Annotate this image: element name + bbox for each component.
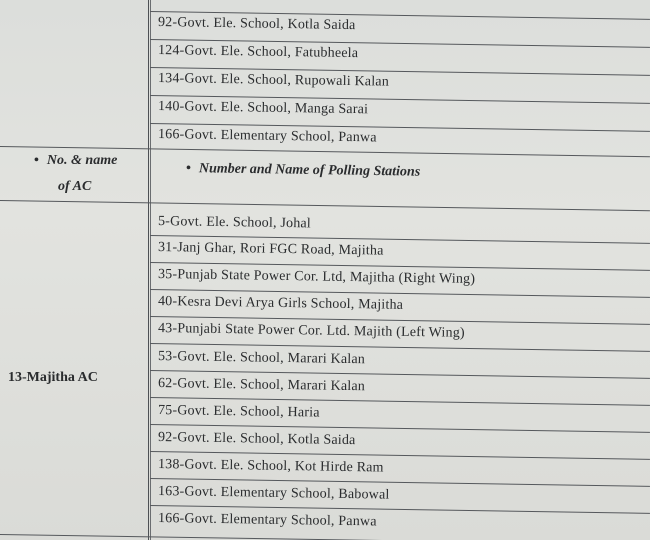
header-ac-line1: No. & name [46,153,118,168]
header-ac-label [34,153,117,169]
table-column-divider [148,0,149,540]
table-cell: 43-Punjabi State Power Cor. Ltd. Majith (Left Wing) [157,321,465,341]
table-cell: 134-Govt. Ele. School, Rupowali Kalan [157,71,390,90]
bullet: • [185,161,192,177]
table-cell: 75-Govt. Ele. School, Haria [157,403,320,421]
header-polling-label [186,161,420,181]
section-bottom-border [0,534,650,540]
table-cell: 53-Govt. Ele. School, Marari Kalan [157,349,366,368]
table-cell: 5-Govt. Ele. School, Johal [157,214,312,232]
table-cell: 124-Govt. Ele. School, Fatubheela [157,43,359,62]
table-cell: 140-Govt. Ele. School, Manga Sarai [157,99,369,118]
table-cell: 35-Punjab State Power Cor. Ltd, Majitha (Right Wing) [157,267,476,287]
table-cell: 62-Govt. Ele. School, Marari Kalan [157,376,366,395]
table-cell: 92-Govt. Ele. School, Kotla Saida [157,430,356,449]
header-bottom-border [0,200,650,211]
table-column-divider-inner [150,0,151,540]
table-cell: 138-Govt. Ele. School, Kot Hirde Ram [157,457,384,476]
bullet: • [34,153,39,168]
table-cell: 166-Govt. Elementary School, Panwa [157,127,377,146]
table-cell: 31-Janj Ghar, Rori FGC Road, Majitha [157,240,384,259]
table-cell: 40-Kesra Devi Arya Girls School, Majitha [157,294,404,313]
table-cell: 166-Govt. Elementary School, Panwa [157,511,377,530]
header-ac-line2: of AC [58,179,92,194]
header-polling-text: Number and Name of Polling Stations [198,161,421,180]
table-cell: 163-Govt. Elementary School, Babowal [157,484,390,503]
ac-name: 13-Majitha AC [8,370,98,385]
table-cell: 92-Govt. Ele. School, Kotla Saida [157,15,356,34]
